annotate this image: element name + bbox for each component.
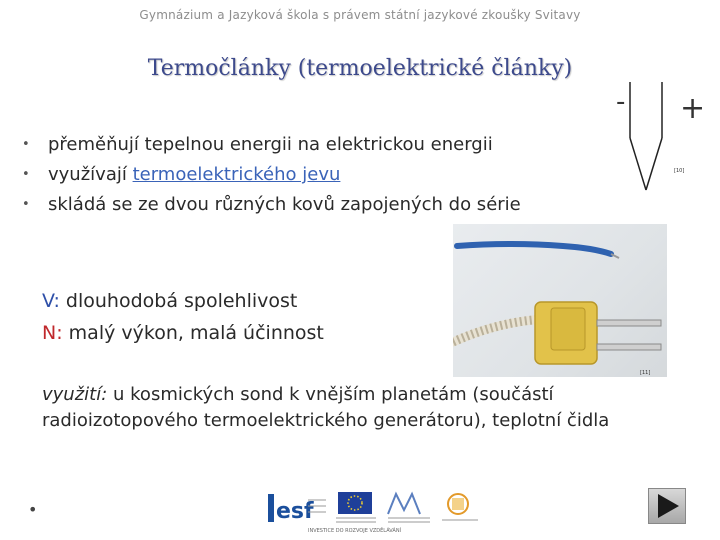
bullet-text-3: skládá se ze dvou různých kovů zapojených do série [48,194,521,215]
bullet-item-1 [22,130,521,160]
advantage-line [42,290,297,312]
footer-bullet: • [28,500,38,519]
thermoelectric-effect-link[interactable]: termoelektrického jevu [132,164,341,185]
advantage-key: V: [42,290,60,312]
wire-right-diagonal [646,138,662,190]
disadvantage-text: malý výkon, malá účinnost [62,322,324,344]
photo-citation: [11] [640,370,651,376]
funding-caption: INVESTICE DO ROZVOJE VZDĚLÁVÁNÍ [308,528,402,534]
wire-left-diagonal [630,138,646,190]
disadvantage-key: N: [42,322,63,344]
diagram-citation: [10] [674,168,685,174]
next-slide-button[interactable] [648,488,686,524]
usage-lead: využití: [42,384,108,405]
esf-logo [268,490,328,526]
svg-text:esf: esf [276,499,314,524]
minus-sign: - [616,87,626,117]
bullet-dot-icon: • [22,197,30,212]
bullet-text-2-prefix: využívají [48,164,133,185]
bullet-text-1: přeměňují tepelnou energii na elektrickou energii [48,134,493,155]
play-triangle-icon [649,489,685,523]
thermocouple-photo [453,224,667,377]
thermocouple-photo-drawing [453,224,667,377]
bullet-list [22,130,521,220]
bullet-item-2 [22,160,521,190]
plus-sign: + [680,91,706,126]
thermocouple-diagram [606,80,716,210]
msmt-logo [384,490,434,526]
school-header: Gymnázium a Jazyková škola s právem státní jazykové zkoušky Svitavy [139,8,581,22]
advantage-text: dlouhodobá spolehlivost [59,290,298,312]
disadvantage-line [42,322,324,344]
usage-text: u kosmických sond k vnějším planetám (součástí radioizotopového termoelektrického generátoru), teplotní čidla [42,384,610,431]
op-vk-logo [440,490,480,526]
bullet-item-3 [22,190,521,220]
usage-paragraph [42,382,702,434]
bullet-dot-icon: • [22,137,30,152]
slide-title: Termočlánky (termoelektrické články) [147,56,573,81]
funding-logos [268,490,480,536]
eu-flag-logo [334,490,378,526]
bullet-dot-icon: • [22,167,30,182]
